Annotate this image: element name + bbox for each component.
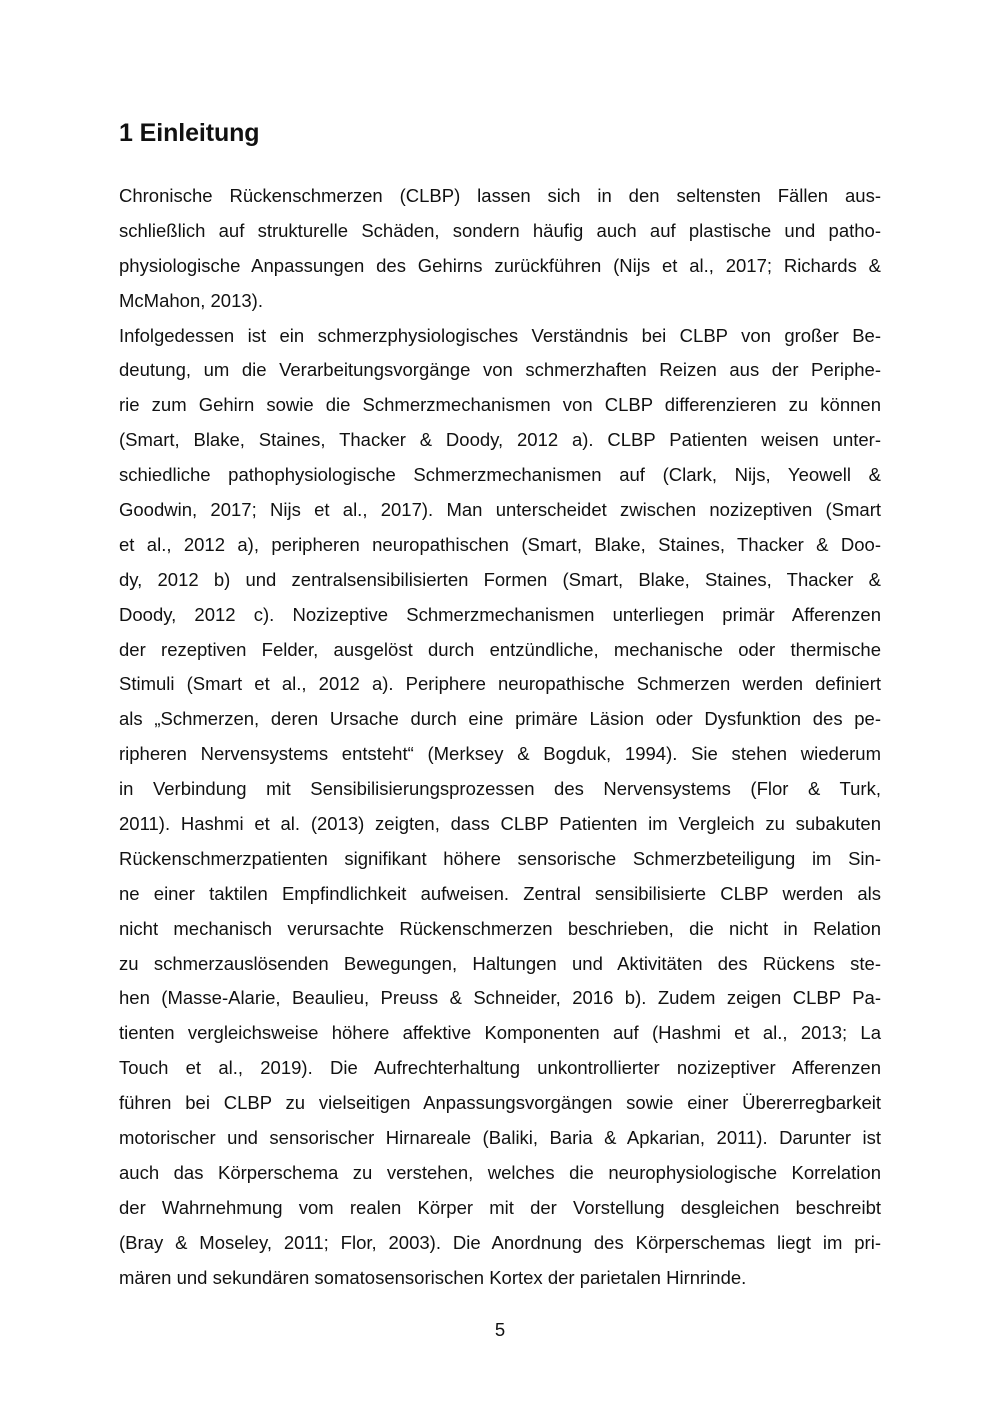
text-line: mären und sekundären somatosensorischen Kortex der parietalen Hirnrinde.	[119, 1266, 747, 1288]
text-line: rie zum Gehirn sowie die Schmerzmechanismen von CLBP differenzieren zu können	[119, 394, 881, 416]
text-line: hen (Masse-Alarie, Beaulieu, Preuss & Schneider, 2016 b). Zudem zeigen CLBP Pa-	[119, 987, 881, 1009]
text-line: zu schmerzauslösenden Bewegungen, Haltungen und Aktivitäten des Rückens ste-	[119, 952, 881, 974]
text-line: Stimuli (Smart et al., 2012 a). Periphere neuropathische Schmerzen werden definiert	[119, 673, 881, 695]
text-line: deutung, um die Verarbeitungsvorgänge von schmerzhaften Reizen aus der Periphe-	[119, 359, 881, 381]
text-line: Doody, 2012 c). Nozizeptive Schmerzmechanismen unterliegen primär Afferenzen	[119, 603, 881, 625]
text-line: dy, 2012 b) und zentralsensibilisierten Formen (Smart, Blake, Staines, Thacker &	[119, 568, 881, 590]
text-line: (Smart, Blake, Staines, Thacker & Doody, 2012 a). CLBP Patienten weisen unter-	[119, 429, 881, 451]
text-line: 2011). Hashmi et al. (2013) zeigten, dass CLBP Patienten im Vergleich zu subakuten	[119, 813, 881, 835]
text-line: schiedliche pathophysiologische Schmerzmechanismen auf (Clark, Nijs, Yeowell &	[119, 464, 881, 486]
body-text	[119, 179, 881, 1296]
text-line: tienten vergleichsweise höhere affektive Komponenten auf (Hashmi et al., 2013; La	[119, 1022, 881, 1044]
text-line: Touch et al., 2019). Die Aufrechterhaltung unkontrollierter nozizeptiver Afferenzen	[119, 1057, 881, 1079]
page-number: 5	[494, 1319, 506, 1340]
text-line: (Bray & Moseley, 2011; Flor, 2003). Die Anordnung des Körperschemas liegt im pri-	[119, 1231, 881, 1253]
text-line: physiologische Anpassungen des Gehirns zurückführen (Nijs et al., 2017; Richards &	[119, 254, 881, 276]
text-line: Goodwin, 2017; Nijs et al., 2017). Man unterscheidet zwischen nozizeptiven (Smart	[119, 499, 881, 521]
text-line: als „Schmerzen, deren Ursache durch eine primäre Läsion oder Dysfunktion des pe-	[119, 708, 881, 730]
text-line: Chronische Rückenschmerzen (CLBP) lassen sich in den seltensten Fällen aus-	[119, 185, 881, 206]
paragraph-1	[119, 179, 881, 319]
text-line: schließlich auf strukturelle Schäden, sondern häufig auch auf plastische und patho-	[119, 219, 881, 241]
text-line: der rezeptiven Felder, ausgelöst durch entzündliche, mechanische oder thermische	[119, 638, 881, 660]
text-line: McMahon, 2013).	[119, 289, 263, 311]
text-line: nicht mechanisch verursachte Rückenschmerzen beschrieben, die nicht in Relation	[119, 917, 881, 939]
text-line: der Wahrnehmung vom realen Körper mit der Vorstellung desgleichen beschreibt	[119, 1196, 881, 1218]
section-heading: 1 Einleitung	[119, 119, 260, 147]
text-line: ne einer taktilen Empfindlichkeit aufweisen. Zentral sensibilisierte CLBP werden als	[119, 882, 881, 904]
text-line: et al., 2012 a), peripheren neuropathischen (Smart, Blake, Staines, Thacker & Doo-	[119, 533, 881, 555]
text-line: führen bei CLBP zu vielseitigen Anpassungsvorgängen sowie einer Übererregbarkeit	[119, 1092, 881, 1114]
paragraph-2	[119, 319, 881, 1296]
text-line: auch das Körperschema zu verstehen, welches die neurophysiologische Korrelation	[119, 1161, 881, 1183]
text-line: Rückenschmerzpatienten signifikant höhere sensorische Schmerzbeteiligung im Sin-	[119, 847, 881, 869]
text-line: motorischer und sensorischer Hirnareale (Baliki, Baria & Apkarian, 2011). Darunter ist	[119, 1127, 881, 1149]
text-line: Infolgedessen ist ein schmerzphysiologisches Verständnis bei CLBP von großer Be-	[119, 324, 881, 346]
text-line: in Verbindung mit Sensibilisierungsprozessen des Nervensystems (Flor & Turk,	[119, 778, 881, 800]
text-line: ripheren Nervensystems entsteht“ (Merksey & Bogduk, 1994). Sie stehen wiederum	[119, 743, 881, 765]
